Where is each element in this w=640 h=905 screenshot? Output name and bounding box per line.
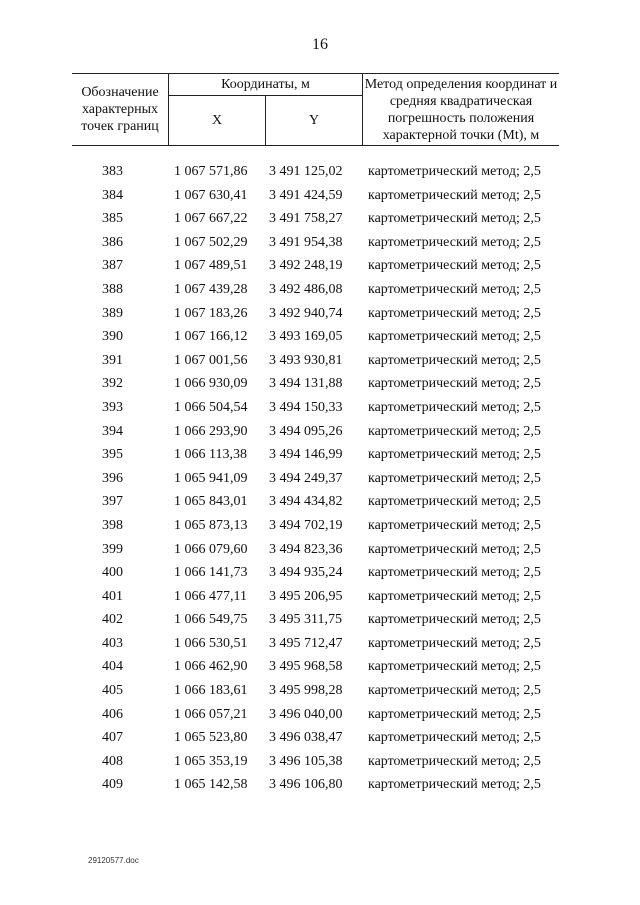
point-number: 388 xyxy=(102,281,123,297)
y-coordinate: 3 494 150,33 xyxy=(269,399,343,415)
coordinates-header: Координаты, м xyxy=(169,74,363,96)
method-cell: картометрический метод; 2,5 xyxy=(368,494,541,510)
method-cell: картометрический метод; 2,5 xyxy=(368,470,541,486)
coordinates-table-header xyxy=(72,73,559,146)
method-cell: картометрический метод; 2,5 xyxy=(368,588,541,604)
point-number: 393 xyxy=(102,399,123,415)
point-number: 399 xyxy=(102,541,123,557)
point-number: 386 xyxy=(102,234,123,250)
y-coordinate: 3 494 935,24 xyxy=(269,565,343,581)
method-cell: картометрический метод; 2,5 xyxy=(368,187,541,203)
x-coordinate: 1 066 504,54 xyxy=(174,399,248,415)
y-coordinate: 3 496 040,00 xyxy=(269,706,343,722)
method-cell: картометрический метод; 2,5 xyxy=(368,517,541,533)
y-coordinate: 3 492 248,19 xyxy=(269,258,343,274)
method-cell: картометрический метод; 2,5 xyxy=(368,565,541,581)
method-cell: картометрический метод; 2,5 xyxy=(368,376,541,392)
designation-header: Обозначение характерных точек границ xyxy=(72,74,169,146)
point-number: 389 xyxy=(102,305,123,321)
point-number: 400 xyxy=(102,565,123,581)
y-coordinate: 3 494 131,88 xyxy=(269,376,343,392)
x-coordinate: 1 067 630,41 xyxy=(174,187,248,203)
point-number: 397 xyxy=(102,494,123,510)
method-cell: картометрический метод; 2,5 xyxy=(368,164,541,179)
x-coordinate: 1 066 477,11 xyxy=(174,588,247,604)
x-coordinate: 1 067 502,29 xyxy=(174,234,248,250)
x-coordinate: 1 066 462,90 xyxy=(174,659,248,675)
method-cell: картометрический метод; 2,5 xyxy=(368,234,541,250)
x-coordinate: 1 065 873,13 xyxy=(174,517,248,533)
y-coordinate: 3 492 486,08 xyxy=(269,281,343,297)
point-number: 384 xyxy=(102,187,123,203)
y-coordinate: 3 495 968,58 xyxy=(269,659,343,675)
point-number: 383 xyxy=(102,164,123,179)
y-coordinate: 3 494 702,19 xyxy=(269,517,343,533)
method-cell: картометрический метод; 2,5 xyxy=(368,423,541,439)
x-coordinate: 1 067 001,56 xyxy=(174,352,248,368)
y-coordinate: 3 496 106,80 xyxy=(269,777,343,793)
y-coordinate: 3 491 424,59 xyxy=(269,187,343,203)
y-coordinate: 3 496 105,38 xyxy=(269,753,343,769)
point-number: 390 xyxy=(102,329,123,345)
document-code: 29120577.doc xyxy=(88,856,139,865)
y-coordinate: 3 491 758,27 xyxy=(269,211,343,227)
y-coordinate: 3 494 434,82 xyxy=(269,494,343,510)
y-coordinate: 3 492 940,74 xyxy=(269,305,343,321)
point-number: 408 xyxy=(102,753,123,769)
x-coordinate: 1 066 530,51 xyxy=(174,635,248,651)
y-coordinate: 3 495 206,95 xyxy=(269,588,343,604)
y-coordinate: 3 494 146,99 xyxy=(269,447,343,463)
y-header: Y xyxy=(266,96,363,146)
point-number: 395 xyxy=(102,447,123,463)
point-number: 387 xyxy=(102,258,123,274)
x-coordinate: 1 067 489,51 xyxy=(174,258,248,274)
y-coordinate: 3 491 125,02 xyxy=(269,164,343,179)
x-coordinate: 1 066 930,09 xyxy=(174,376,248,392)
x-coordinate: 1 065 941,09 xyxy=(174,470,248,486)
point-number: 403 xyxy=(102,635,123,651)
point-number: 409 xyxy=(102,777,123,793)
x-coordinate: 1 066 057,21 xyxy=(174,706,248,722)
x-header: X xyxy=(169,96,266,146)
x-coordinate: 1 067 166,12 xyxy=(174,329,248,345)
point-number: 406 xyxy=(102,706,123,722)
x-coordinate: 1 066 079,60 xyxy=(174,541,248,557)
method-cell: картометрический метод; 2,5 xyxy=(368,753,541,769)
y-coordinate: 3 496 038,47 xyxy=(269,730,343,746)
point-number: 394 xyxy=(102,423,123,439)
method-cell: картометрический метод; 2,5 xyxy=(368,635,541,651)
method-cell: картометрический метод; 2,5 xyxy=(368,281,541,297)
y-coordinate: 3 493 169,05 xyxy=(269,329,343,345)
x-coordinate: 1 066 141,73 xyxy=(174,565,248,581)
method-cell: картометрический метод; 2,5 xyxy=(368,730,541,746)
method-cell: картометрический метод; 2,5 xyxy=(368,352,541,368)
x-coordinate: 1 065 353,19 xyxy=(174,753,248,769)
x-coordinate: 1 065 843,01 xyxy=(174,494,248,510)
point-number: 398 xyxy=(102,517,123,533)
point-number: 401 xyxy=(102,588,123,604)
point-number: 391 xyxy=(102,352,123,368)
x-coordinate: 1 065 142,58 xyxy=(174,777,248,793)
y-coordinate: 3 493 930,81 xyxy=(269,352,343,368)
method-cell: картометрический метод; 2,5 xyxy=(368,447,541,463)
point-number: 385 xyxy=(102,211,123,227)
y-coordinate: 3 494 249,37 xyxy=(269,470,343,486)
y-coordinate: 3 495 311,75 xyxy=(269,612,342,628)
method-cell: картометрический метод; 2,5 xyxy=(368,541,541,557)
method-cell: картометрический метод; 2,5 xyxy=(368,399,541,415)
point-number: 404 xyxy=(102,659,123,675)
method-cell: картометрический метод; 2,5 xyxy=(368,305,541,321)
x-coordinate: 1 066 113,38 xyxy=(174,447,247,463)
y-coordinate: 3 494 095,26 xyxy=(269,423,343,439)
method-cell: картометрический метод; 2,5 xyxy=(368,777,541,793)
method-cell: картометрический метод; 2,5 xyxy=(368,706,541,722)
method-cell: картометрический метод; 2,5 xyxy=(368,329,541,345)
y-coordinate: 3 495 712,47 xyxy=(269,635,343,651)
y-coordinate: 3 491 954,38 xyxy=(269,234,343,250)
x-coordinate: 1 065 523,80 xyxy=(174,730,248,746)
point-number: 396 xyxy=(102,470,123,486)
x-coordinate: 1 067 183,26 xyxy=(174,305,248,321)
x-coordinate: 1 067 667,22 xyxy=(174,211,248,227)
point-number: 402 xyxy=(102,612,123,628)
page-number: 16 xyxy=(312,36,328,53)
x-coordinate: 1 066 183,61 xyxy=(174,683,248,699)
point-number: 392 xyxy=(102,376,123,392)
method-cell: картометрический метод; 2,5 xyxy=(368,258,541,274)
point-number: 405 xyxy=(102,683,123,699)
method-cell: картометрический метод; 2,5 xyxy=(368,612,541,628)
x-coordinate: 1 067 571,86 xyxy=(174,164,248,179)
point-number: 407 xyxy=(102,730,123,746)
method-cell: картометрический метод; 2,5 xyxy=(368,211,541,227)
y-coordinate: 3 494 823,36 xyxy=(269,541,343,557)
method-header: Метод определения координат и средняя квадратическая погрешность положения характерной точки (Mt), м xyxy=(363,74,560,146)
method-cell: картометрический метод; 2,5 xyxy=(368,659,541,675)
y-coordinate: 3 495 998,28 xyxy=(269,683,343,699)
x-coordinate: 1 066 549,75 xyxy=(174,612,248,628)
x-coordinate: 1 067 439,28 xyxy=(174,281,248,297)
method-cell: картометрический метод; 2,5 xyxy=(368,683,541,699)
x-coordinate: 1 066 293,90 xyxy=(174,423,248,439)
